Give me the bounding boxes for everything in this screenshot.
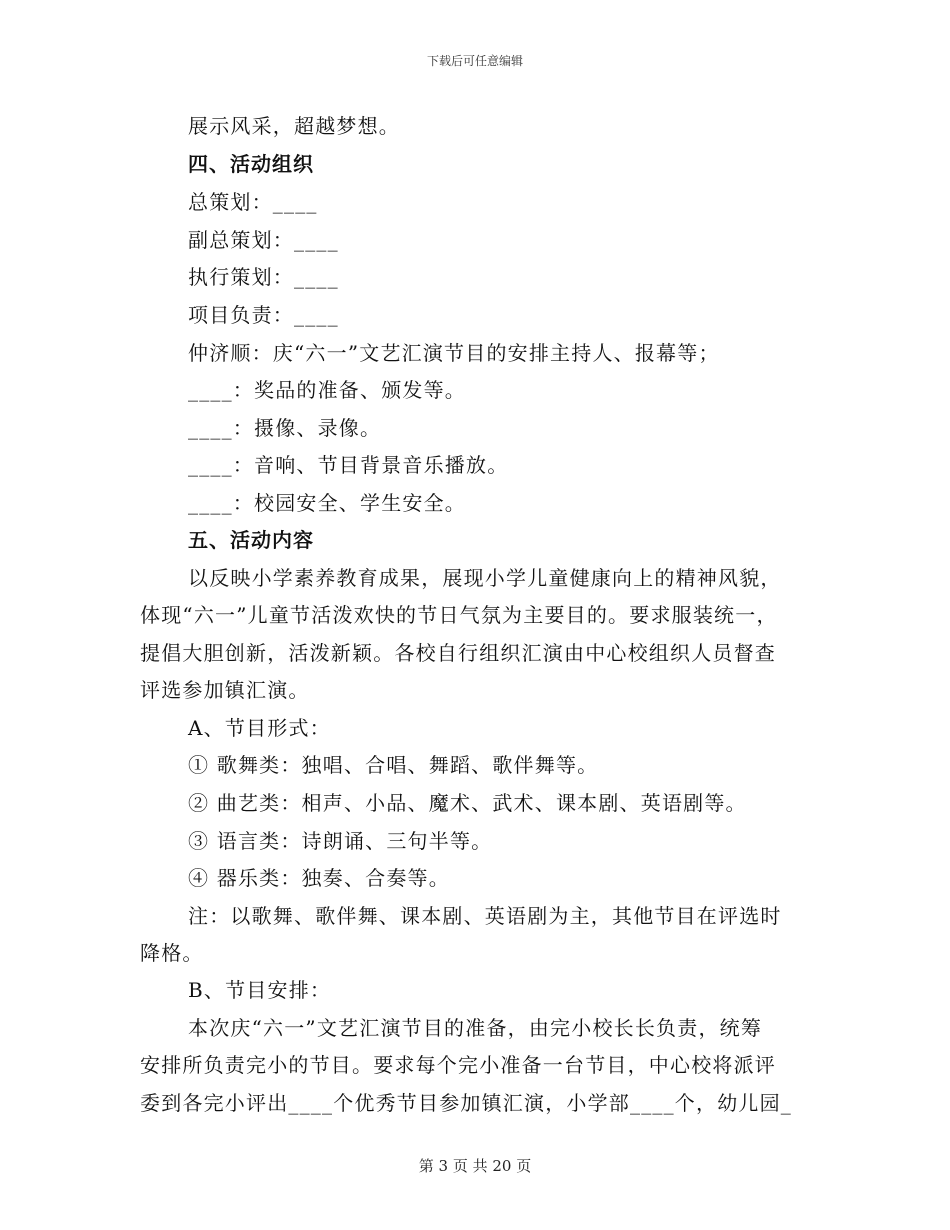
text-line: 本次庆“六一”文艺汇演节目的准备，由完小校长长负责，统筹 [188, 1016, 763, 1040]
text-line: 执行策划：____ [188, 265, 339, 289]
page-number: 第 3 页 共 20 页 [418, 1157, 532, 1175]
text-line: 体现“六一”儿童节活泼欢快的节日气氛为主要目的。要求服装统一， [140, 603, 778, 627]
text-line: ____：校园安全、学生安全。 [188, 491, 466, 515]
text-line: B、节目安排： [188, 978, 332, 1002]
text-line: 以反映小学素养教育成果，展现小学儿童健康向上的精神风貌， [188, 566, 782, 590]
text-line: 安排所负责完小的节目。要求每个完小准备一台节目，中心校将派评 [140, 1053, 776, 1077]
text-line: A、节目形式： [188, 716, 331, 740]
list-item: ① 歌舞类：独唱、合唱、舞蹈、歌伴舞等。 [188, 753, 599, 777]
text-line: 评选参加镇汇演。 [140, 678, 310, 702]
text-line: 展示风采，超越梦想。 [188, 114, 400, 138]
text-line: ____：奖品的准备、颁发等。 [188, 378, 466, 402]
list-item: ③ 语言类：诗朗诵、三句半等。 [188, 829, 493, 853]
text-line: 委到各完小评出____个优秀节目参加镇汇演，小学部____个，幼儿园_ [140, 1091, 792, 1115]
page-header: 下载后可任意编辑 [426, 54, 523, 68]
text-line: ____：音响、节目背景音乐播放。 [188, 453, 509, 477]
list-item: ④ 器乐类：独奏、合奏等。 [188, 866, 450, 890]
text-line: 项目负责：____ [188, 303, 339, 327]
text-line: 副总策划：____ [188, 228, 339, 252]
section-heading-4: 四、活动组织 [188, 152, 314, 176]
text-line: 提倡大胆创新，活泼新颖。各校自行组织汇演由中心校组织人员督查 [140, 641, 776, 665]
text-line: ____：摄像、录像。 [188, 416, 382, 440]
text-line: 总策划：____ [188, 190, 318, 214]
text-line: 注：以歌舞、歌伴舞、课本剧、英语剧为主，其他节目在评选时 [188, 904, 782, 928]
section-heading-5: 五、活动内容 [188, 528, 314, 552]
text-line: 仲济顺：庆“六一”文艺汇演节目的安排主持人、报幕等； [188, 341, 720, 365]
text-line: 降格。 [140, 941, 204, 965]
list-item: ② 曲艺类：相声、小品、魔术、武术、课本剧、英语剧等。 [188, 791, 747, 815]
